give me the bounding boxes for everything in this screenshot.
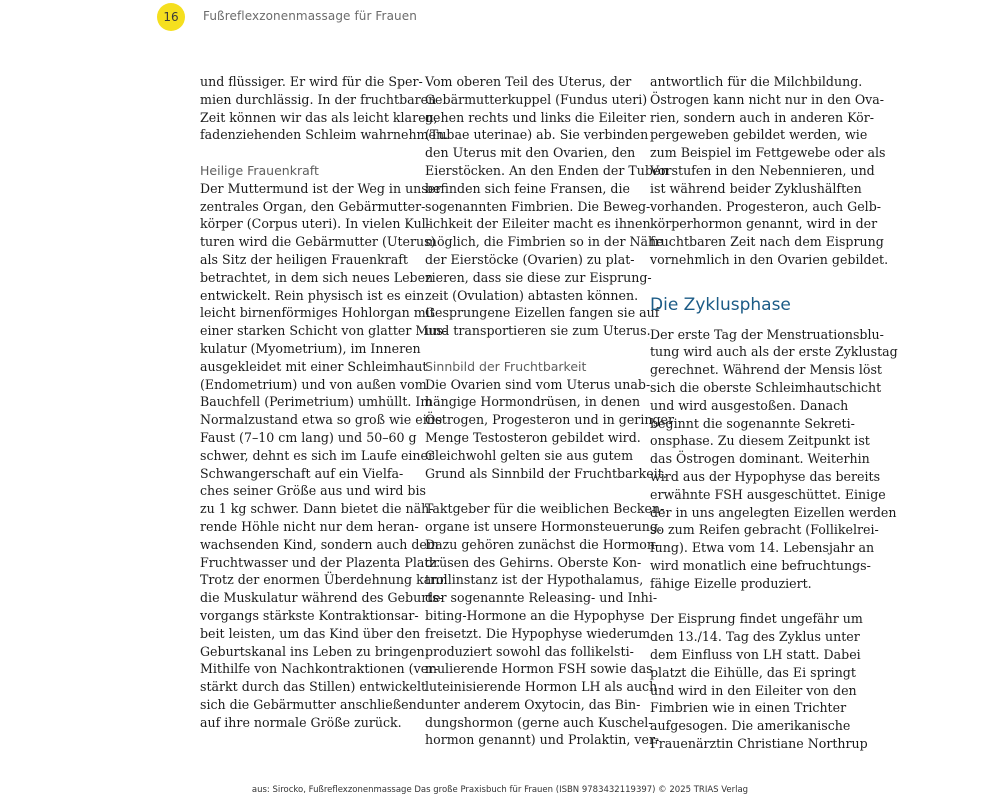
text-line: zieren, dass sie diese zur Eisprung- [425,269,652,285]
text-line: Menge Testosteron gebildet wird. [425,429,641,445]
text-line: gerechnet. Während der Mensis löst [650,362,882,378]
text-line: organe ist unsere Hormonsteuerung. [425,518,662,534]
text-line: Frauenärztin Christiane Northrup [650,735,868,751]
text-line: Der Eisprung findet ungefähr um [650,611,863,627]
text-line: fadenziehenden Schleim wahrnehmen. [200,127,449,143]
text-column-1 [200,73,449,731]
text-line: die Muskulatur während des Geburts- [200,590,444,606]
text-line: Fimbrien wie in einen Trichter [650,700,847,716]
text-line: pergeweben gebildet werden, wie [650,127,868,143]
source-footer: aus: Sirocko, Fußreflexzonenmassage Das große Praxisbuch für Frauen (ISBN 9783432119397) © 2025 TRIAS Verlag [251,785,749,795]
text-line: körper (Corpus uteri). In vielen Kul- [200,216,430,232]
text-line: Geburtskanal ins Leben zu bringen. [200,643,429,659]
text-line: sich die Gebärmutter anschließend [200,696,425,712]
text-line: Östrogen, Progesteron und in geringer [425,412,675,428]
text-line: antwortlich für die Milchbildung. [650,74,863,89]
text-line: wachsenden Kind, sondern auch dem [200,536,439,552]
text-line: produziert sowohl das follikelsti- [425,643,634,659]
paragraph-spacer [650,593,860,611]
text-line: Bauchfell (Perimetrium) umhüllt. Im [200,394,433,410]
text-line: turen wird die Gebärmutter (Uterus) [200,234,436,250]
text-line: wird aus der Hypophyse das bereits [650,468,881,484]
text-line: Gleichwohl gelten sie aus gutem [425,447,634,463]
text-line: sich die oberste Schleimhautschicht [650,379,882,395]
text-line: wird monatlich eine befruchtungs- [650,557,871,573]
text-line: Dazu gehören zunächst die Hormon- [425,536,660,552]
text-line: Die Ovarien sind vom Uterus unab- [425,376,651,392]
text-line: Faust (7–10 cm lang) und 50–60 g [200,429,417,445]
text-line: vorhanden. Progesteron, auch Gelb- [650,198,882,214]
text-line: entwickelt. Rein physisch ist es ein [200,287,425,303]
text-line: lichkeit der Eileiter macht es ihnen [425,216,651,232]
text-line: den 13./14. Tag des Zyklus unter [650,629,860,645]
paragraph [200,73,449,144]
text-line: vornehmlich in den Ovarien gebildet. [650,251,889,267]
paragraph-spacer [200,144,410,162]
text-line: Mithilfe von Nachkontraktionen (ver- [200,661,439,677]
paragraph [425,376,675,483]
text-line: und flüssiger. Er wird für die Sper- [200,74,423,89]
text-line: betrachtet, in dem sich neues Leben [200,269,434,285]
text-line: luteinisierende Hormon LH als auch [425,679,658,695]
text-line: Vom oberen Teil des Uterus, der [425,74,632,89]
text-line: Trotz der enormen Überdehnung kann [200,572,448,588]
text-line: rende Höhle nicht nur dem heran- [200,518,419,534]
text-line: als Sitz der heiligen Frauenkraft [200,251,408,267]
text-line: und transportieren sie zum Uterus. [425,323,651,339]
section-title: Die Zyklusphase [650,294,791,315]
text-line: Gesprungene Eizellen fangen sie auf [425,305,660,321]
paragraph [425,73,669,340]
text-line: Der erste Tag der Menstruationsblu- [650,326,884,342]
text-line: platzt die Eihülle, das Ei springt [650,664,856,680]
text-line: beginnt die sogenannte Sekreti- [650,415,855,431]
text-line: kulatur (Myometrium), im Inneren [200,340,421,356]
text-line: der in uns angelegten Eizellen werden [650,504,897,520]
text-line: biting-Hormone an die Hypophyse [425,607,645,623]
paragraph-spacer [425,482,635,500]
text-line: auf ihre normale Größe zurück. [200,714,402,730]
text-line: zeit (Ovulation) abtasten können. [425,287,639,303]
text-line: Vorstufen in den Nebennieren, und [650,162,875,178]
page-number-badge: 16 [157,3,185,31]
text-line: freisetzt. Die Hypophyse wiederum [425,625,651,641]
text-line: befinden sich feine Fransen, die [425,180,630,196]
text-line: möglich, die Fimbrien so in der Nähe [425,234,664,250]
text-line: gehen rechts und links die Eileiter [425,109,646,125]
text-line: fruchtbaren Zeit nach dem Eisprung [650,234,884,250]
text-line: so zum Reifen gebracht (Follikelrei- [650,522,879,538]
text-line: einer starken Schicht von glatter Mus- [200,323,448,339]
text-line: Normalzustand etwa so groß wie eine [200,412,443,428]
text-line: Zeit können wir das als leicht klaren, [200,109,438,125]
text-line: rien, sondern auch in anderen Kör- [650,109,875,125]
text-line: Östrogen kann nicht nur in den Ova- [650,91,885,107]
text-line: hängige Hormondrüsen, in denen [425,394,641,410]
text-line: ches seiner Größe aus und wird bis [200,483,426,499]
text-line: und wird ausgestoßen. Danach [650,397,849,413]
text-line: tung wird auch als der erste Zyklustag [650,344,898,360]
text-line: stärkt durch das Stillen) entwickelt [200,679,427,695]
text-line: vorgangs stärkste Kontraktionsar- [200,607,419,623]
text-line: ausgekleidet mit einer Schleimhaut [200,358,428,374]
text-line: schwer, dehnt es sich im Laufe einer [200,447,435,463]
text-line: mien durchlässig. In der fruchtbaren [200,91,437,107]
text-line: Fruchtwasser und der Plazenta Platz. [200,554,441,570]
text-line: ist während beider Zyklushälften [650,180,862,196]
subheading: Heilige Frauenkraft [200,162,319,178]
text-line: erwähnte FSH ausgeschüttet. Einige [650,486,886,502]
text-line: fung). Etwa vom 14. Lebensjahr an [650,540,875,556]
text-line: Grund als Sinnbild der Fruchtbarkeit. [425,465,667,481]
text-line: trollinstanz ist der Hypothalamus, [425,572,644,588]
text-line: onsphase. Zu diesem Zeitpunkt ist [650,433,870,449]
text-line: zentrales Organ, den Gebärmutter- [200,198,426,214]
text-line: zum Beispiel im Fettgewebe oder als [650,145,886,161]
paragraph [650,73,889,269]
text-line: körperhormon genannt, wird in der [650,216,878,232]
text-line: dem Einfluss von LH statt. Dabei [650,646,861,662]
text-line: (Tubae uterinae) ab. Sie verbinden [425,127,649,143]
text-line: Taktgeber für die weiblichen Becken- [425,501,665,517]
text-line: sogenannten Fimbrien. Die Beweg- [425,198,651,214]
text-line: Gebärmutterkuppel (Fundus uteri) [425,91,648,107]
text-line: und wird in den Eileiter von den [650,682,857,698]
text-line: zu 1 kg schwer. Dann bietet die näh- [200,501,434,517]
paragraph [200,180,448,732]
text-line: fähige Eizelle produziert. [650,575,812,591]
text-line: den Uterus mit den Ovarien, den [425,145,636,161]
subheading: Sinnbild der Fruchtbarkeit [425,358,587,374]
text-line: unter anderem Oxytocin, das Bin- [425,696,641,712]
running-title: Fußreflexzonenmassage für Frauen [203,9,417,23]
text-line: leicht birnenförmiges Hohlorgan mit [200,305,435,321]
paragraph-spacer [425,340,635,358]
text-line: drüsen des Gehirns. Oberste Kon- [425,554,642,570]
text-line: hormon genannt) und Prolaktin, ver- [425,732,660,748]
text-line: der Eierstöcke (Ovarien) zu plat- [425,251,635,267]
text-line: Eierstöcken. An den Enden der Tuben [425,162,669,178]
text-line: dungshormon (gerne auch Kuschel- [425,714,653,730]
text-column-2 [425,73,675,749]
text-column-3 [650,73,898,753]
text-line: aufgesogen. Die amerikanische [650,718,851,734]
text-line: (Endometrium) und von außen vom [200,376,427,392]
text-line: Der Muttermund ist der Weg in unser [200,180,442,196]
paragraph-spacer [650,269,860,287]
text-line: mulierende Hormon FSH sowie das [425,661,653,677]
text-line: das Östrogen dominant. Weiterhin [650,451,870,467]
paragraph [650,610,868,752]
text-line: Schwangerschaft auf ein Vielfa- [200,465,404,481]
text-line: der sogenannte Releasing- und Inhi- [425,590,658,606]
paragraph [425,500,665,749]
paragraph [650,326,898,593]
text-line: beit leisten, um das Kind über den [200,625,421,641]
